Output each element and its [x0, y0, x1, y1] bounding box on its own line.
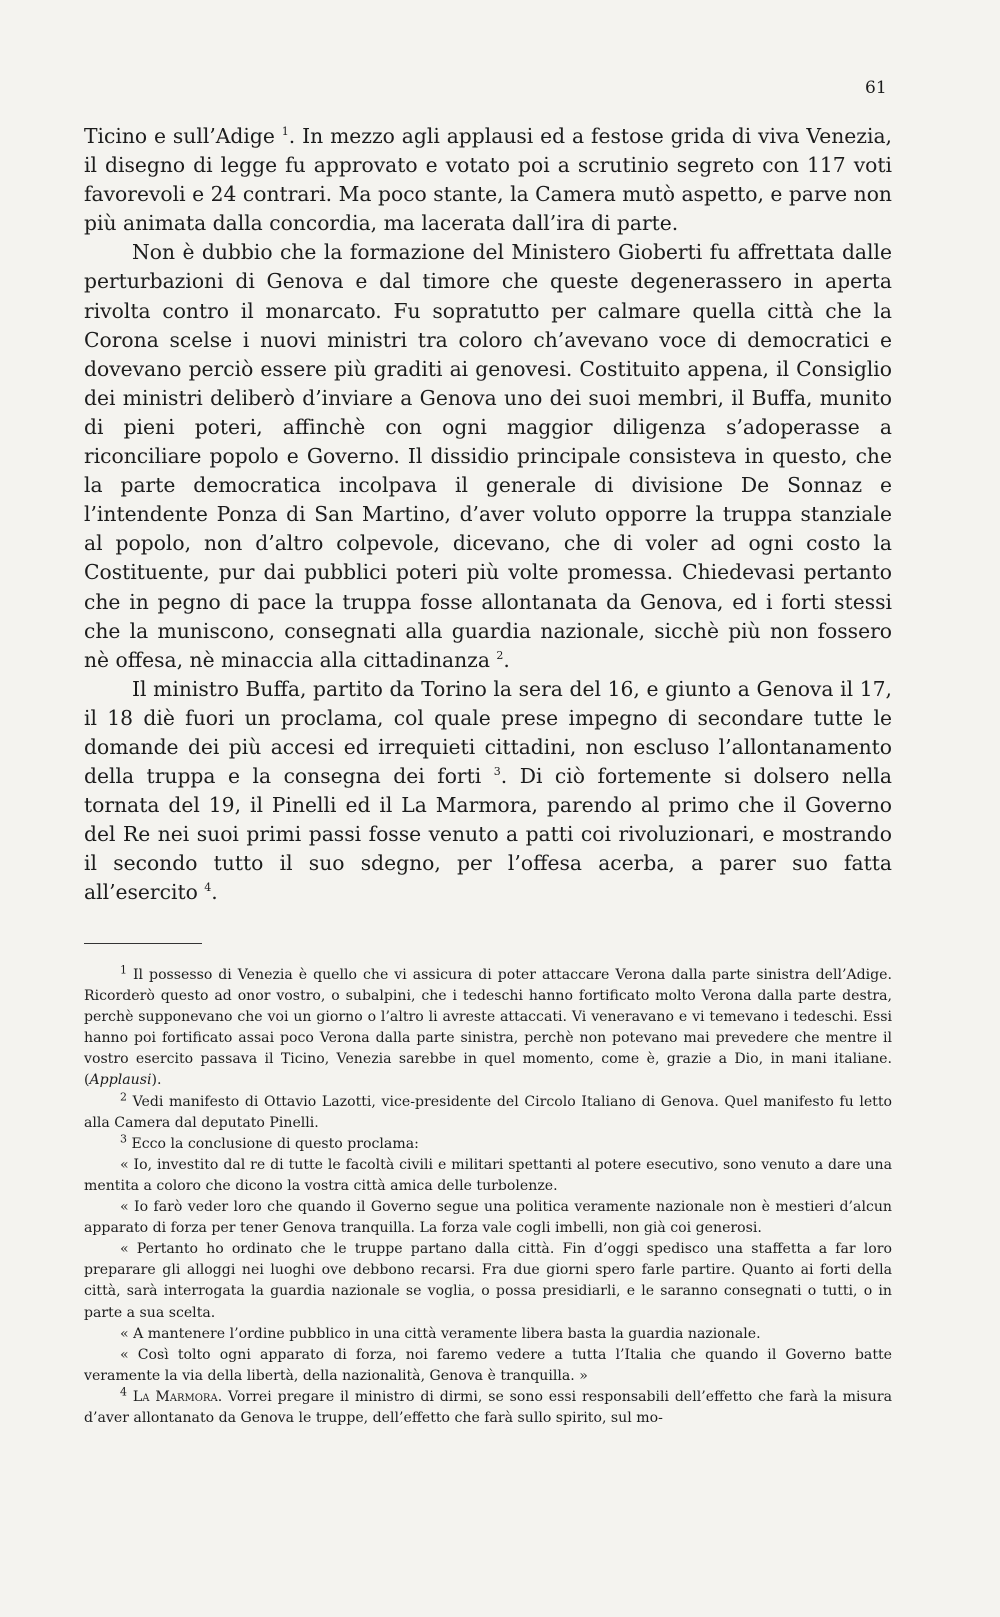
- footnote-1-text: Il possesso di Venezia è quello che vi assicura di poter attaccare Verona dalla parte sinistra dell’Adige. Ricorderò questo ad onor vostro, o subalpini, che i tedeschi hanno fortificato molto Verona dalla parte destra, perchè supponevano che voi un giorno o l’altro li avreste attaccati. Vi veneravano e vi temevano i tedeschi. Essi hanno poi fortificato assai poco Verona dalla parte sinistra, perchè non potevano mai prevedere che mentre il vostro esercito passava il Ticino, Venezia sarebbe in quel momento, come è, grazie a Dio, in mani italiane. (: [84, 967, 892, 1089]
- footnote-4: [84, 1387, 892, 1429]
- footnote-4-speaker: La Marmora: [132, 1388, 218, 1405]
- paragraph-3: [84, 675, 892, 908]
- page-number: 61: [865, 78, 887, 98]
- footnote-1: [84, 965, 892, 1092]
- main-text: [84, 122, 892, 908]
- footnote-3-quote-4: « A mantenere l’ordine pubblico in una città veramente libera basta la guardia nazionale.: [120, 1325, 761, 1342]
- footnote-4-mark: 4: [120, 1385, 127, 1399]
- paragraph-2: [84, 238, 892, 674]
- footnote-2: [84, 1089, 892, 1134]
- paragraph-1: [84, 122, 892, 238]
- paragraph-3-text: Il ministro Buffa, partito da Torino la sera del 16, e giunto a Genova il 17, il 18 diè fuori un proclama, col quale prese impegno di secondare tutte le domande dei più accesi ed irrequieti cittadini, non escluso l’allontanamento della truppa e la consegna dei forti: [84, 676, 892, 789]
- paragraph-3-after: . Di ciò fortemente si dolsero nella tornata del 19, il Pinelli ed il La Marmora, parendo al primo che il Governo del Re nei suoi primi passi fosse venuto a patti coi rivoluzionari, e mostrando il secondo tutto il suo sdegno, per l’offesa acerba, a parer suo fatta all’esercito: [84, 764, 892, 905]
- footnote-1-applause: Applausi: [89, 1072, 152, 1089]
- footnote-1-mark: 1: [120, 963, 127, 977]
- footnotes: [84, 965, 892, 1429]
- footnote-rule: [84, 943, 202, 944]
- footnote-3-mark: 3: [120, 1132, 127, 1146]
- footnote-3-text: Ecco la conclusione di questo proclama:: [127, 1135, 419, 1152]
- paragraph-1-after: . In mezzo agli applausi ed a festose grida di viva Venezia, il disegno di legge fu approvato e votato poi a scrutinio segreto con 117 voti favorevoli e 24 contrari. Ma poco stante, la Camera mutò aspetto, e parve non più animata dalla concordia, ma lacerata dall’ira di parte.: [84, 124, 892, 236]
- paragraph-1-text: Ticino e sull’Adige: [84, 124, 282, 148]
- footnote-3-quote-5: « Così tolto ogni apparato di forza, noi faremo vedere a tutta l’Italia che quando il Governo batte veramente la via della libertà, della nazionalità, Genova è tranquilla. »: [84, 1346, 892, 1384]
- footnote-3-quote-1: « Io, investito dal re di tutte le facoltà civili e militari spettanti al potere esecutivo, sono venuto a dare una mentita a coloro che dicono la vostra città amica delle turbolenze.: [84, 1156, 892, 1194]
- footnote-2-mark: 2: [120, 1089, 127, 1103]
- footnote-ref-3: 3: [493, 765, 501, 779]
- footnote-3: [84, 1134, 892, 1155]
- footnote-ref-1: 1: [281, 125, 289, 139]
- footnote-3-quote-2: « Io farò veder loro che quando il Governo segue una politica veramente nazionale non è mestieri d’alcun apparato di forza per tener Genova tranquilla. La forza vale cogli imbelli, non già coi generosi.: [84, 1199, 892, 1237]
- paragraph-2-text: Non è dubbio che la formazione del Ministero Gioberti fu affrettata dalle perturbazioni di Genova e dal timore che queste degenerassero in aperta rivolta contro il monarcato. Fu sopratutto per calmare quella città che la Corona scelse i nuovi ministri tra coloro ch’avevano voce di democratici e dovevano perciò essere più graditi ai genovesi. Costituito appena, il Consiglio dei ministri deliberò d’inviare a Genova uno dei suoi membri, il Buffa, munito di pieni poteri, affinchè con ogni maggior diligenza s’adoperasse a riconciliare popolo e Governo. Il dissidio principale consisteva in questo, che la parte democratica incolpava il generale di divisione De Sonnaz e l’intendente Ponza di San Martino, d’aver voluto opporre la truppa stanziale al popolo, non d’altro colpevole, dicevano, che di voler ad ogni costo la Costituente, pur dai pubblici poteri più volte promessa. Chiedevasi pertanto che in pegno di pace la truppa fosse allontanata da Genova, ed i forti stessi che la muniscono, consegnati alla guardia nazionale, sicchè più non fossero nè offesa, nè minaccia alla cittadinanza: [84, 240, 892, 672]
- footnote-ref-2: 2: [496, 648, 504, 662]
- paragraph-3-after-2: .: [211, 880, 218, 905]
- footnote-ref-4: 4: [204, 881, 212, 895]
- footnote-1-end: ).: [151, 1072, 162, 1089]
- paragraph-2-after: .: [503, 647, 510, 672]
- footnote-4-text: . Vorrei pregare il ministro di dirmi, se sono essi responsabili dell’effetto che farà la misura d’aver allontanato da Genova le truppe, dell’effetto che farà sullo spirito, sul mo-: [84, 1388, 892, 1426]
- footnote-2-text: Vedi manifesto di Ottavio Lazotti, vice-presidente del Circolo Italiano di Genova. Quel manifesto fu letto alla Camera dal deputato Pinelli.: [84, 1093, 892, 1131]
- footnote-3-quote-3: « Pertanto ho ordinato che le truppe partano dalla città. Fin d’oggi spedisco una staffetta a far loro preparare gli alloggi nei luoghi ove debbono recarsi. Fra due giorni spero farle partire. Quanto ai forti della città, sarà interrogata la guardia nazionale se voglia, o possa presidiarli, e le saranno consegnati o tutti, o in parte a sua scelta.: [84, 1241, 892, 1321]
